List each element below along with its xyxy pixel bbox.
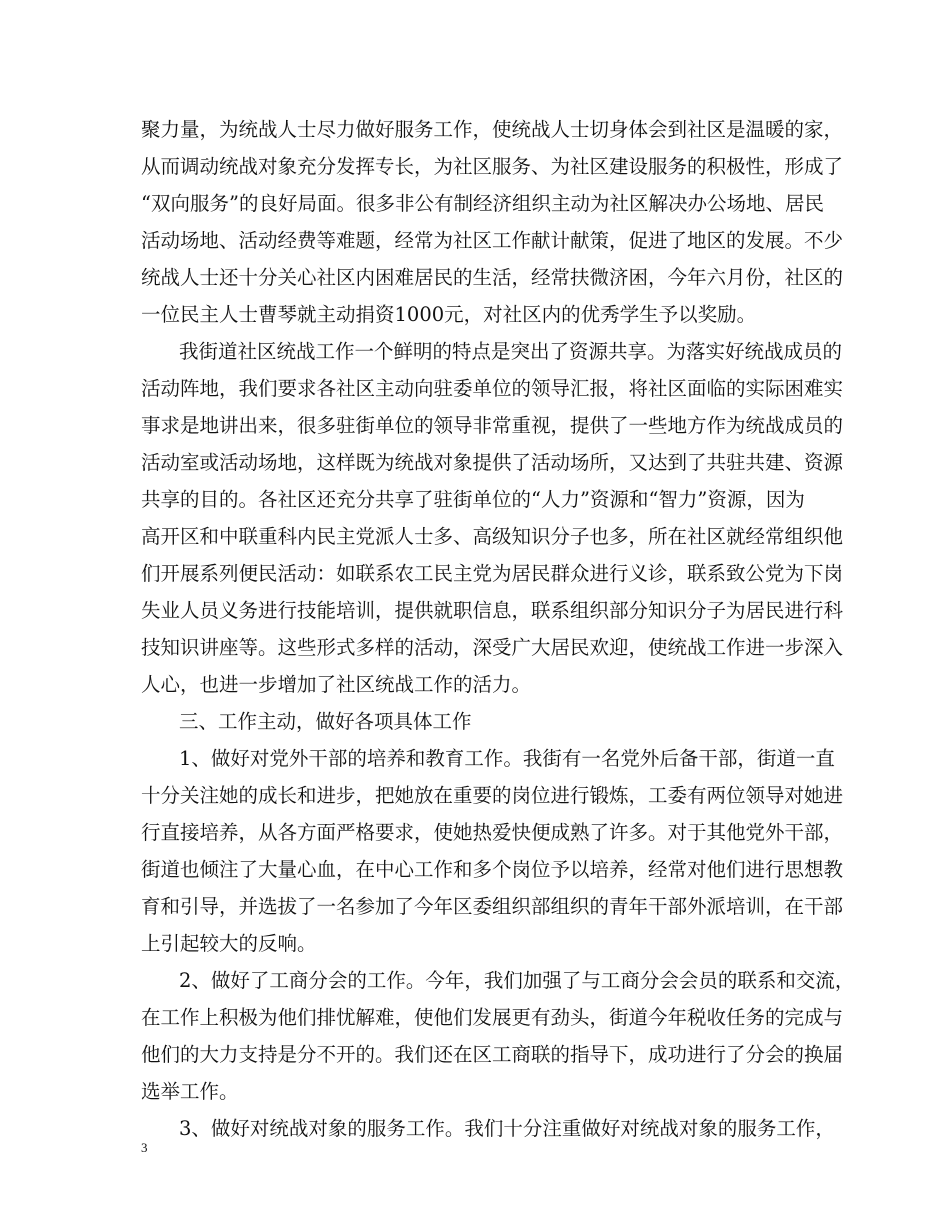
text-line: 聚力量，为统战人士尽力做好服务工作，使统战人士切身体会到社区是温暖的家，	[141, 118, 844, 141]
text-line: 在工作上积极为他们排忧解难，使他们发展更有劲头，街道今年税收任务的完成与	[141, 1006, 844, 1029]
text-line: 2、做好了工商分会的工作。今年，我们加强了与工商分会会员的联系和交流，	[179, 969, 855, 992]
text-line: 十分关注她的成长和进步，把她放在重要的岗位进行锻炼，工委有两位领导对她进	[141, 784, 844, 807]
text-line: 一位民主人士曹琴就主动捐资1000元，对社区内的优秀学生予以奖励。	[141, 303, 757, 326]
page-number: 3	[141, 1140, 148, 1155]
text-line: 活动阵地，我们要求各社区主动向驻委单位的领导汇报，将社区面临的实际困难实	[141, 377, 844, 400]
text-line: 人心，也进一步增加了社区统战工作的活力。	[141, 673, 532, 696]
text-line: “双向服务”的良好局面。很多非公有制经济组织主动为社区解决办公场地、居民	[141, 192, 824, 215]
text-line: 1、做好对党外干部的培养和教育工作。我街有一名党外后备干部，街道一直	[179, 747, 835, 770]
text-line: 失业人员义务进行技能培训，提供就职信息，联系组织部分知识分子为居民进行科	[141, 599, 844, 622]
text-line: 高开区和中联重科内民主党派人士多、高级知识分子也多，所在社区就经常组织他	[141, 525, 844, 548]
text-line: 统战人士还十分关心社区内困难居民的生活，经常扶微济困，今年六月份，社区的	[141, 266, 844, 289]
text-line: 技知识讲座等。这些形式多样的活动，深受广大居民欢迎，使统战工作进一步深入	[141, 636, 844, 659]
text-line: 活动室或活动场地，这样既为统战对象提供了活动场所，又达到了共驻共建、资源	[141, 451, 844, 474]
text-line: 从而调动统战对象充分发挥专长，为社区服务、为社区建设服务的积极性，形成了	[141, 155, 844, 178]
text-line: 育和引导，并选拔了一名参加了今年区委组织部组织的青年干部外派培训，在干部	[141, 895, 844, 918]
text-line: 共享的目的。各社区还充分共享了驻街单位的“人力”资源和“智力”资源，因为	[141, 488, 805, 511]
text-line: 我街道社区统战工作一个鲜明的特点是突出了资源共享。为落实好统战成员的	[179, 340, 843, 363]
text-line: 上引起较大的反响。	[141, 932, 317, 955]
text-line: 选举工作。	[141, 1080, 239, 1103]
text-line: 们开展系列便民活动：如联系农工民主党为居民群众进行义诊，联系致公党为下岗	[141, 562, 844, 585]
text-line: 3、做好对统战对象的服务工作。我们十分注重做好对统战对象的服务工作，	[179, 1117, 835, 1140]
text-line: 事求是地讲出来，很多驻街单位的领导非常重视，提供了一些地方作为统战成员的	[141, 414, 844, 437]
text-line: 他们的大力支持是分不开的。我们还在区工商联的指导下，成功进行了分会的换届	[141, 1043, 844, 1066]
text-line: 活动场地、活动经费等难题，经常为社区工作献计献策，促进了地区的发展。不少	[141, 229, 844, 252]
text-line: 行直接培养，从各方面严格要求，使她热爱快便成熟了许多。对于其他党外干部，	[141, 821, 844, 844]
text-line: 街道也倾注了大量心血，在中心工作和多个岗位予以培养，经常对他们进行思想教	[141, 858, 844, 881]
section-heading: 三、工作主动，做好各项具体工作	[179, 710, 472, 733]
